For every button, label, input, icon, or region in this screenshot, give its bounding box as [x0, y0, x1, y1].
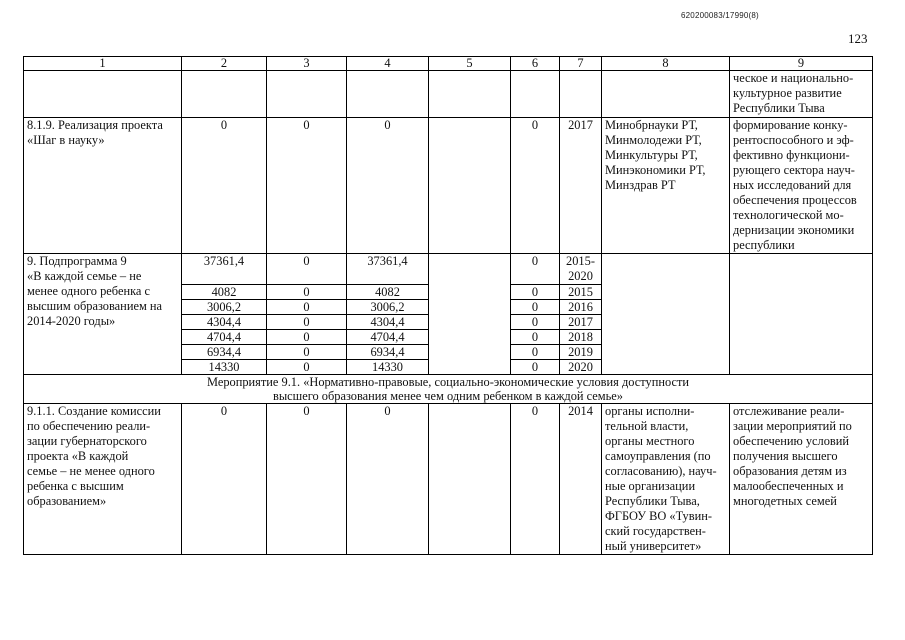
row-911-c7: 2014: [560, 404, 602, 555]
row-911-c5: [429, 404, 511, 555]
subprogram-9-row-2016: 3006,2 0 3006,2 0 2016: [24, 300, 873, 315]
subprogram-9-row-total: 9. Подпрограмма 9 «В каждой семье – не менее одного ребенка с высшим образованием на 2014-2020 годы» 37361,4 0 37361,4 0 2015- 2020: [24, 254, 873, 285]
event-9-1-row: [24, 375, 873, 404]
row-911-name: 9.1.1. Создание комиссии по обеспечению реали- зации губернаторского проекта «В каждой семье – не менее одного ребенка с высшим образованием»: [24, 404, 182, 555]
table-row-8-1-9: [24, 118, 873, 254]
row-911-responsible: органы исполни- тельной власти, органы местного самоуправления (по согласованию), науч- ные организации Республики Тыва, ФГБОУ ВО «Тувин- ский государствен- ный университет»: [602, 404, 730, 555]
header-col-1: 1: [24, 57, 182, 71]
row-819-c6: 0: [511, 118, 560, 254]
header-col-5: 5: [429, 57, 511, 71]
subprogram-9-name: 9. Подпрограмма 9 «В каждой семье – не менее одного ребенка с высшим образованием на 2014-2020 годы»: [24, 254, 182, 375]
continued-goal: ческое и национально- культурное развитие Республики Тыва: [730, 71, 873, 118]
header-col-4: 4: [347, 57, 429, 71]
row-819-responsible: Минобрнауки РТ, Минмолодежи РТ, Минкультуры РТ, Минэкономики РТ, Минздрав РТ: [602, 118, 730, 254]
row-819-name: 8.1.9. Реализация проекта «Шаг в науку»: [24, 118, 182, 254]
document-id: 620200083/17990(8): [681, 11, 759, 20]
program-table: [23, 56, 873, 555]
header-col-8: 8: [602, 57, 730, 71]
header-col-7: 7: [560, 57, 602, 71]
row-911-c6: 0: [511, 404, 560, 555]
row-911-c2: 0: [182, 404, 267, 555]
row-819-c5: [429, 118, 511, 254]
row-819-c3: 0: [267, 118, 347, 254]
row-819-result: формирование конку- рентоспособного и эф- фективно функциони- рующего сектора науч- ных исследований для обеспечения процессов технологической мо- дернизации экономики республики: [730, 118, 873, 254]
header-row: [24, 57, 873, 71]
event-9-1-title: Мероприятие 9.1. «Нормативно-правовые, социально-экономические условия доступности высшего образования менее чем одним ребенком в каждой семье»: [24, 375, 873, 404]
table-row-9-1-1: [24, 404, 873, 555]
header-col-6: 6: [511, 57, 560, 71]
subprogram-9-row-2015: 4082 0 4082 0 2015: [24, 285, 873, 300]
subprogram-9-row-2020: 14330 0 14330 0 2020: [24, 360, 873, 375]
subprogram-9-row-2019: 6934,4 0 6934,4 0 2019: [24, 345, 873, 360]
row-911-c4: 0: [347, 404, 429, 555]
row-819-c2: 0: [182, 118, 267, 254]
subprogram-9-row-2018: 4704,4 0 4704,4 0 2018: [24, 330, 873, 345]
row-819-c7: 2017: [560, 118, 602, 254]
subprogram-9-row-2017: 4304,4 0 4304,4 0 2017: [24, 315, 873, 330]
row-819-c4: 0: [347, 118, 429, 254]
page-number: 123: [848, 31, 868, 46]
header-col-2: 2: [182, 57, 267, 71]
header-col-3: 3: [267, 57, 347, 71]
continued-row: [24, 71, 873, 118]
row-911-c3: 0: [267, 404, 347, 555]
header-col-9: 9: [730, 57, 873, 71]
row-911-result: отслеживание реали- зации мероприятий по обеспечению условий получения высшего образования детям из малообеспеченных и многодетных семей: [730, 404, 873, 555]
